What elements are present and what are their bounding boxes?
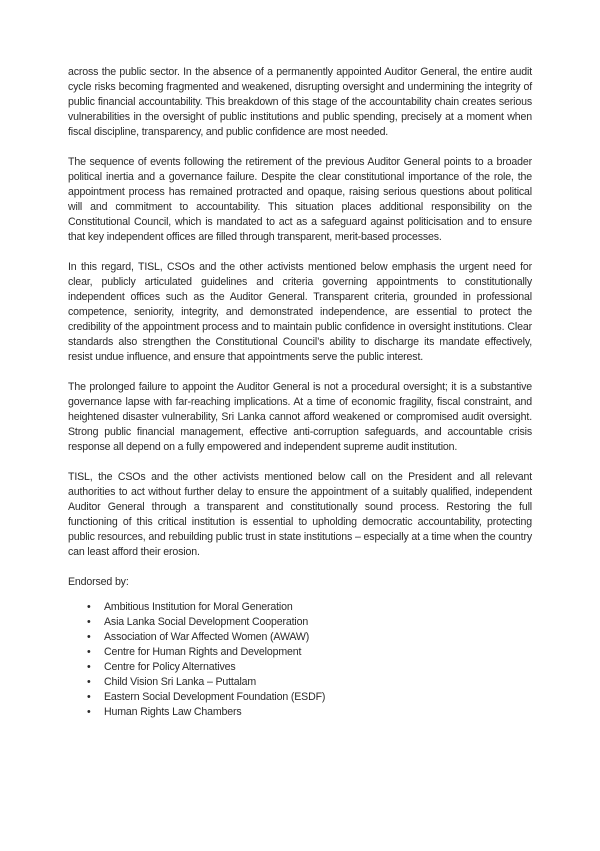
bullet-icon: • [87, 661, 91, 673]
endorser-name: Human Rights Law Chambers [104, 706, 242, 718]
bullet-icon: • [87, 631, 91, 643]
endorser-name: Centre for Human Rights and Development [104, 646, 302, 658]
endorser-name: Eastern Social Development Foundation (ESDF) [104, 691, 326, 703]
endorser-name: Ambitious Institution for Moral Generation [104, 601, 293, 613]
endorser-item [68, 615, 532, 630]
endorser-item [68, 690, 532, 705]
endorser-name: Child Vision Sri Lanka – Puttalam [104, 676, 257, 688]
endorser-list [68, 600, 532, 720]
endorser-name: Association of War Affected Women (AWAW) [104, 631, 310, 643]
endorser-item [68, 675, 532, 690]
paragraph-audit-cycle: across the public sector. In the absence of a permanently appointed Auditor General, the entire audit cycle risks becoming fragmented and weakened, disrupting oversight and undermining the integrity of public financial accountability. This breakdown of this stage of the accountability chain creates serious vulnerabilities in the oversight of public institutions and public spending, precisely at a moment when fiscal discipline, transparency, and public confidence are most needed. [68, 66, 532, 138]
endorser-name: Centre for Policy Alternatives [104, 661, 236, 673]
document-page [68, 65, 532, 720]
endorser-item [68, 660, 532, 675]
endorsed-by-label: Endorsed by: [68, 576, 129, 588]
endorser-item [68, 705, 532, 720]
paragraph-prolonged-failure: The prolonged failure to appoint the Auditor General is not a procedural oversight; it is a substantive governance lapse with far-reaching implications. At a time of economic fragility, fiscal constraint, and heightened disaster vulnerability, Sri Lanka cannot afford weakened or compromised audit oversight. Strong public financial management, effective anti-corruption safeguards, and accountable crisis response all depend on a fully empowered and independent supreme audit institution. [68, 381, 532, 453]
bullet-icon: • [87, 676, 91, 688]
endorser-name: Asia Lanka Social Development Cooperation [104, 616, 309, 628]
bullet-icon: • [87, 616, 91, 628]
paragraph-call-to-action: TISL, the CSOs and the other activists mentioned below call on the President and all relevant authorities to act without further delay to ensure the appointment of a suitably qualified, independent Auditor General through a transparent and constitutionally sound process. Restoring the full functioning of this critical institution is essential to upholding democratic accountability, protecting public resources, and rebuilding public trust in state institutions – especially at a time when the country can least afford their erosion. [68, 471, 532, 558]
bullet-icon: • [87, 691, 91, 703]
paragraph-appointment-criteria: In this regard, TISL, CSOs and the other activists mentioned below emphasis the urgent need for clear, publicly articulated guidelines and criteria governing appointments to constitutionally independent offices such as the Auditor General. Transparent criteria, grounded in professional competence, seniority, integrity, and demonstrated independence, are essential to protect the credibility of the appointment process and to maintain public confidence in oversight institutions. Clear standards also strengthen the Constitutional Council’s ability to discharge its mandate effectively, resist undue influence, and ensure that appointments serve the public interest. [68, 261, 532, 363]
bullet-icon: • [87, 706, 91, 718]
bullet-icon: • [87, 601, 91, 613]
endorser-item [68, 645, 532, 660]
bullet-icon: • [87, 646, 91, 658]
endorser-item [68, 600, 532, 615]
paragraph-governance-failure: The sequence of events following the retirement of the previous Auditor General points to a broader political inertia and a governance failure. Despite the clear constitutional importance of the role, the appointment process has remained protracted and opaque, raising serious questions about political will and commitment to accountability. This situation places additional responsibility on the Constitutional Council, which is mandated to act as a safeguard against politicisation and to ensure that key independent offices are filled through transparent, merit-based processes. [68, 156, 532, 243]
endorser-item [68, 630, 532, 645]
